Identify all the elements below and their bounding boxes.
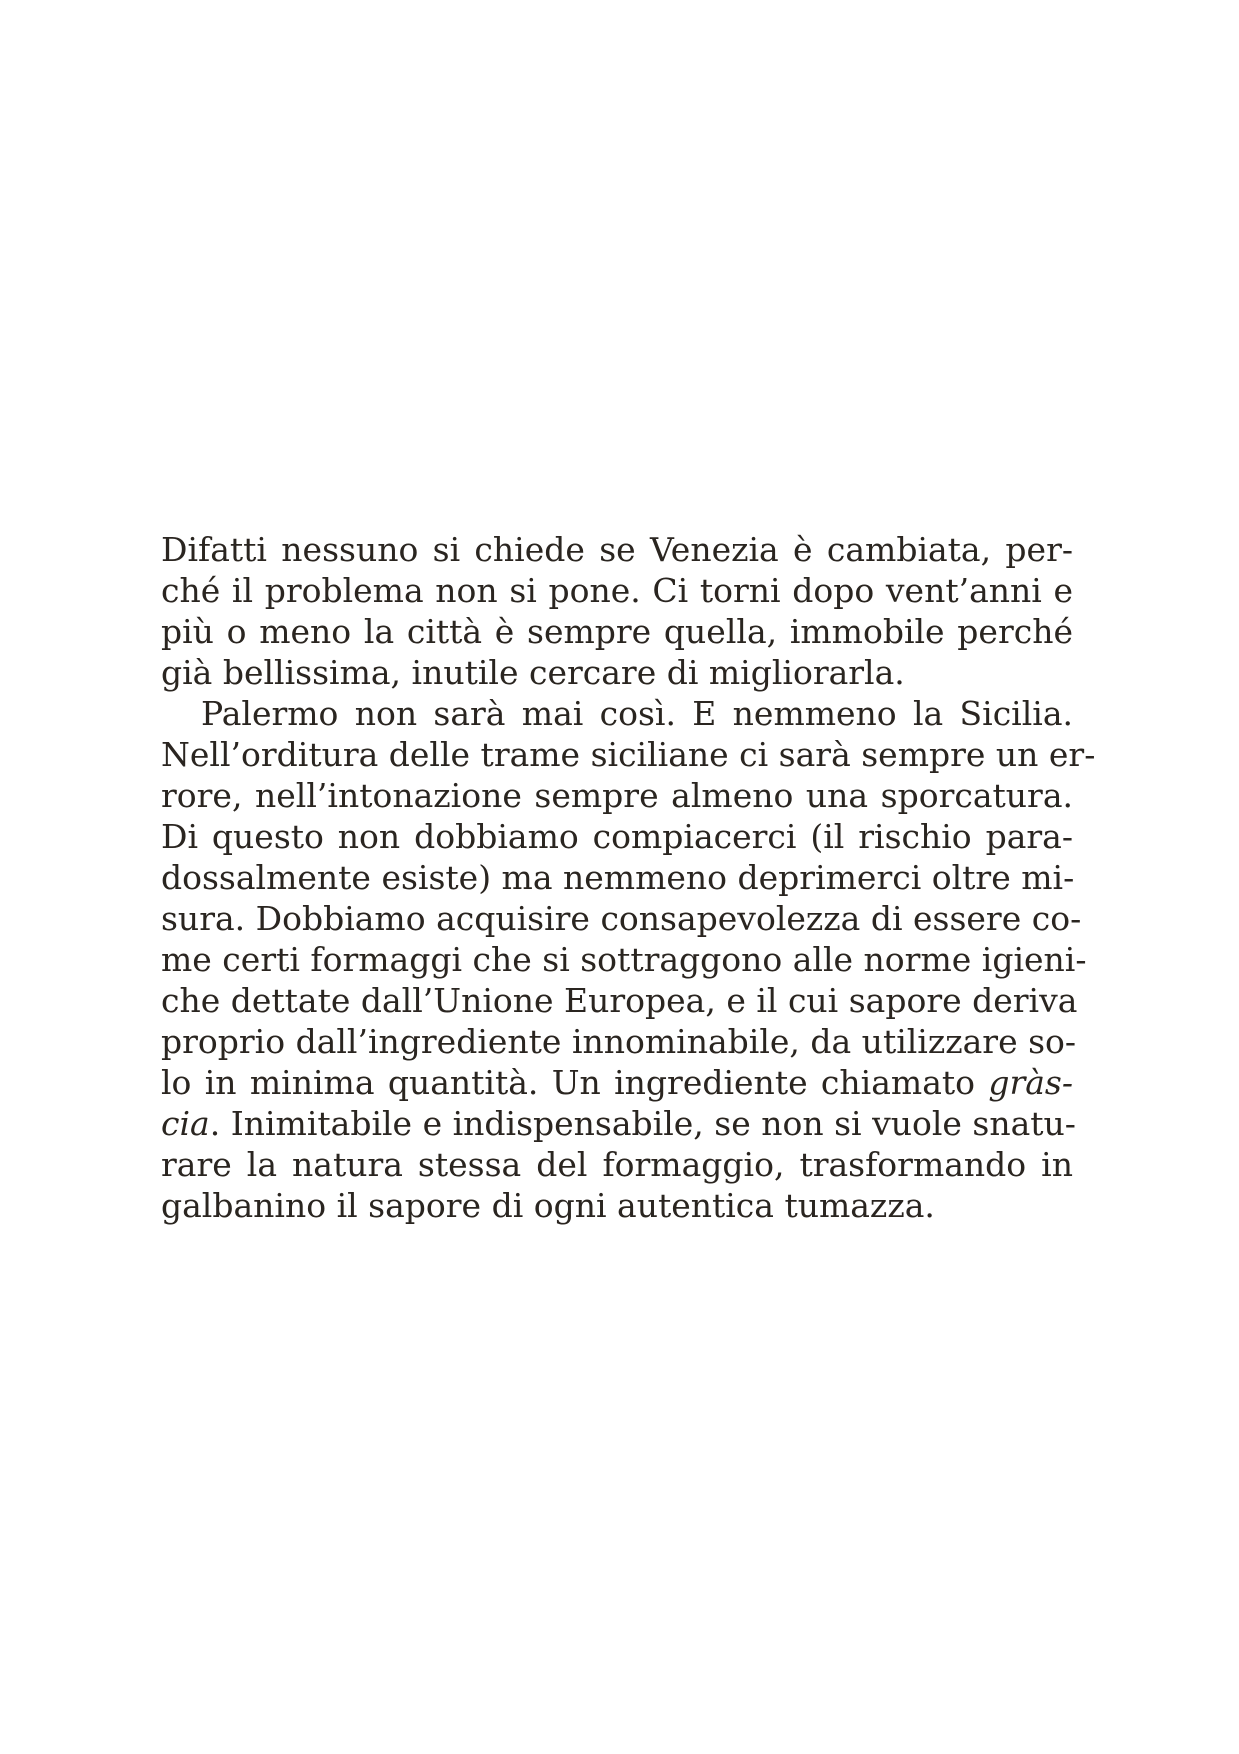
text-line: rare la natura stessa del formaggio, trasformando in	[161, 1145, 1073, 1184]
body-text	[161, 529, 1096, 1226]
text-line: che dettate dall’Unione Europea, e il cui sapore deriva	[161, 981, 1078, 1020]
text-line: già bellissima, inutile cercare di migliorarla.	[161, 653, 905, 692]
text-line: Difatti nessuno si chiede se Venezia è cambiata, per-	[161, 530, 1073, 569]
italic-term: cia	[161, 1104, 210, 1143]
text-line: rore, nell’intonazione sempre almeno una sporcatura.	[161, 776, 1073, 815]
text-line-with-italic	[161, 1103, 1076, 1144]
text-segment: lo in minima quantità. Un ingrediente chiamato	[161, 1063, 989, 1102]
text-line: galbanino il sapore di ogni autentica tumazza.	[161, 1186, 935, 1225]
text-line-with-italic	[161, 1062, 1073, 1103]
text-line: me certi formaggi che si sottraggono alle norme igieni-	[161, 940, 1087, 979]
text-line: sura. Dobbiamo acquisire consapevolezza di essere co-	[161, 899, 1082, 938]
text-line: dossalmente esiste) ma nemmeno deprimerci oltre mi-	[161, 858, 1075, 897]
paragraph-1	[161, 529, 1073, 693]
text-line: ché il problema non si pone. Ci torni dopo vent’anni e	[161, 571, 1073, 610]
text-segment: . Inimitabile e indispensabile, se non si vuole snatu-	[209, 1104, 1076, 1143]
text-line: proprio dall’ingrediente innominabile, da utilizzare so-	[161, 1022, 1077, 1061]
text-line: Palermo non sarà mai così. E nemmeno la Sicilia.	[201, 694, 1073, 733]
paragraph-2	[161, 693, 1096, 1226]
text-line: più o meno la città è sempre quella, immobile perché	[161, 612, 1073, 651]
italic-term: gràs-	[988, 1063, 1073, 1102]
text-line: Di questo non dobbiamo compiacerci (il rischio para-	[161, 817, 1073, 856]
text-line: Nell’orditura delle trame siciliane ci sarà sempre un er-	[161, 735, 1096, 774]
